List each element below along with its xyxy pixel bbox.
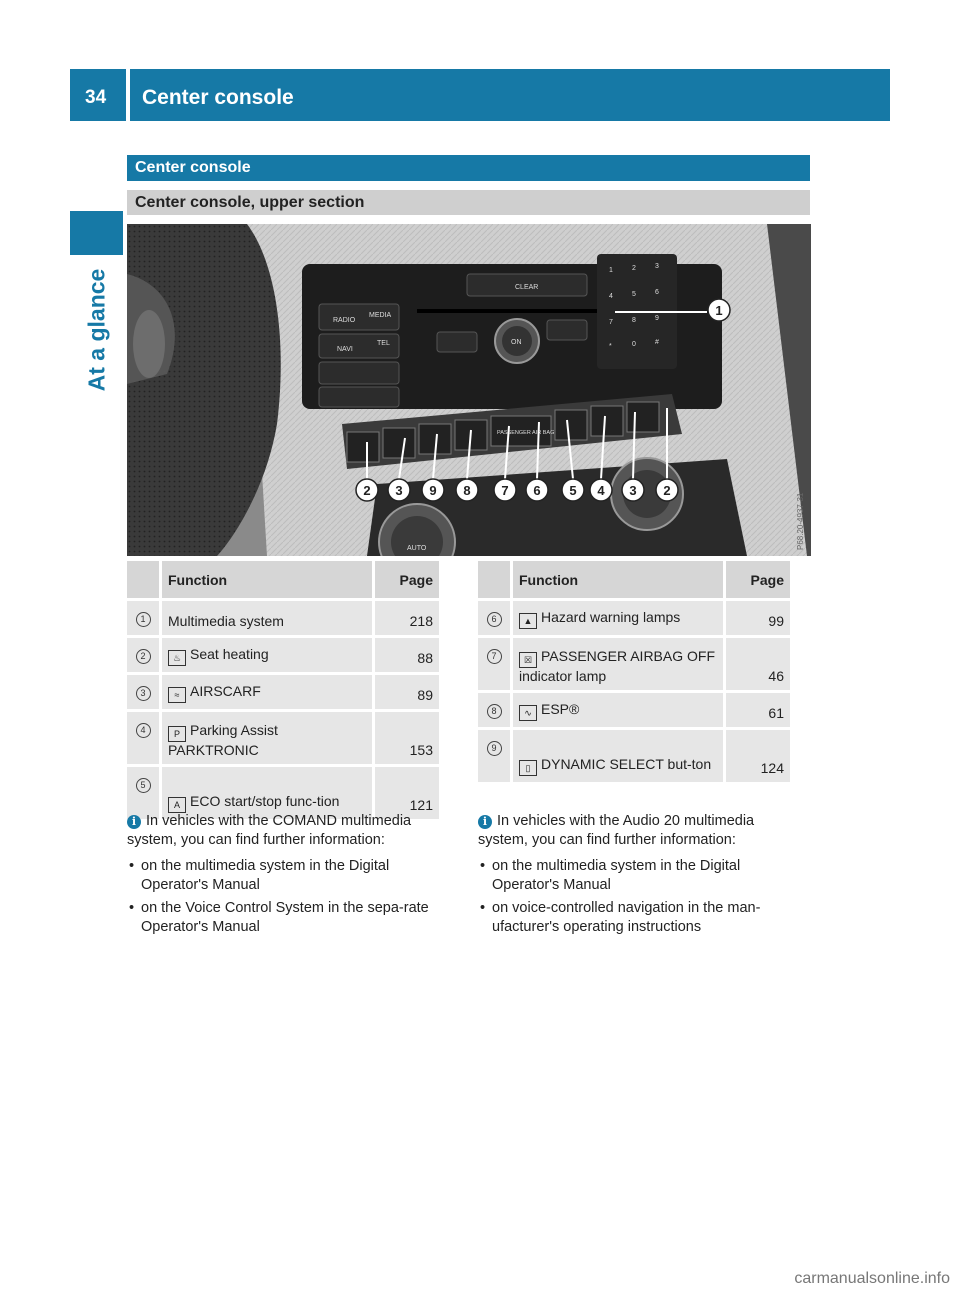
- row-function: AIRSCARF: [190, 683, 261, 699]
- info-lead: In vehicles with the COMAND multimedia system, you can find further information:: [127, 813, 412, 848]
- eco-start-stop-icon: A: [168, 797, 186, 813]
- keypad-key: 2: [632, 265, 636, 272]
- section-title: Center console: [127, 155, 810, 181]
- parktronic-icon: P: [168, 726, 186, 742]
- keypad-key: 3: [655, 263, 659, 270]
- table-header-row: [478, 561, 790, 600]
- row-page: 46: [725, 637, 791, 692]
- table-row: [127, 674, 439, 711]
- row-page: 99: [725, 600, 791, 637]
- info-bullet-list: [127, 857, 442, 937]
- row-function: PASSENGER AIRBAG OFF indicator lamp: [519, 648, 716, 684]
- tel-button-label: TEL: [377, 340, 390, 347]
- table-header-row: [127, 561, 439, 600]
- info-lead: In vehicles with the Audio 20 multimedia system, you can find further information:: [478, 813, 755, 848]
- row-number: 5: [136, 778, 151, 793]
- row-function: ESP®: [541, 701, 580, 717]
- row-page: 124: [725, 729, 791, 784]
- header-number-cell: [478, 561, 512, 600]
- hazard-warning-icon: ▲: [519, 613, 537, 629]
- row-number: 8: [487, 704, 502, 719]
- row-page: 61: [725, 692, 791, 729]
- callout-label: 2: [663, 483, 671, 498]
- row-function: Parking Assist PARKTRONIC: [168, 722, 278, 758]
- list-item: • on the Voice Control System in the sepa-rate Operator's Manual: [127, 899, 442, 937]
- subsection-title: Center console, upper section: [127, 190, 810, 215]
- keypad-key: 8: [632, 317, 636, 324]
- dynamic-select-icon: ▯: [519, 760, 537, 776]
- row-number: 1: [136, 612, 151, 627]
- header-function: Function: [512, 561, 725, 600]
- row-number: 7: [487, 649, 502, 664]
- on-knob-label: ON: [511, 339, 522, 346]
- keypad-key: 4: [609, 293, 613, 300]
- page-number: 34: [85, 87, 107, 108]
- list-item: • on the multimedia system in the Digital Operator's Manual: [478, 857, 793, 895]
- callout-label: 6: [533, 483, 541, 498]
- keypad-key: 9: [655, 315, 659, 322]
- info-icon: i: [478, 815, 492, 829]
- chapter-side-label: At a glance: [83, 268, 110, 392]
- clear-button-label: CLEAR: [515, 284, 539, 291]
- table-row: [478, 692, 790, 729]
- info-icon: i: [127, 815, 141, 829]
- esp-icon: ∿: [519, 705, 537, 721]
- row-number: 2: [136, 649, 151, 664]
- function-table-right: [478, 561, 790, 785]
- info-note-audio20: [478, 812, 793, 941]
- keypad-key: 7: [609, 319, 613, 326]
- keypad-key: 1: [609, 267, 613, 274]
- row-page: 218: [374, 600, 440, 637]
- callout-label: 3: [629, 483, 637, 498]
- row-function: DYNAMIC SELECT but-ton: [541, 756, 712, 772]
- row-number: 9: [487, 741, 502, 756]
- callout-label: 1: [715, 303, 723, 318]
- table-row: [478, 600, 790, 637]
- table-row: [478, 729, 790, 784]
- info-note-comand: [127, 812, 442, 941]
- header-page: Page: [725, 561, 791, 600]
- row-function: Hazard warning lamps: [541, 609, 681, 625]
- row-function: ECO start/stop func-tion: [190, 793, 340, 809]
- table-row: [127, 600, 439, 637]
- callout-label: 5: [569, 483, 577, 498]
- seat-heating-icon: ♨: [168, 650, 186, 666]
- radio-button-label: RADIO: [333, 317, 356, 324]
- function-table-left: [127, 561, 439, 822]
- row-function: Seat heating: [190, 646, 269, 662]
- center-console-photo: [127, 224, 811, 556]
- row-page: 153: [374, 711, 440, 766]
- list-item: • on the multimedia system in the Digital Operator's Manual: [127, 857, 442, 895]
- row-function: Multimedia system: [168, 613, 284, 629]
- keypad-key: 6: [655, 289, 659, 296]
- image-code: P68.20-4937-31: [796, 492, 805, 550]
- auto-label: AUTO: [407, 545, 427, 552]
- info-bullet-list: [478, 857, 793, 937]
- row-number: 6: [487, 612, 502, 627]
- keypad-key: #: [655, 339, 659, 346]
- keypad-key: 5: [632, 291, 636, 298]
- table-row: [478, 637, 790, 692]
- navi-button-label: NAVI: [337, 346, 353, 353]
- passenger-airbag-label: PASSENGER AIR BAG: [497, 430, 555, 436]
- callout-label: 9: [429, 483, 437, 498]
- row-number: 4: [136, 723, 151, 738]
- list-item: • on voice-controlled navigation in the man-ufacturer's operating instructions: [478, 899, 793, 937]
- header-number-cell: [127, 561, 161, 600]
- callout-label: 2: [363, 483, 371, 498]
- header-divider: [126, 69, 130, 121]
- chapter-tab: [70, 211, 123, 255]
- watermark[interactable]: carmanualsonline.info: [794, 1270, 950, 1287]
- passenger-airbag-off-icon: ☒: [519, 652, 537, 668]
- row-page: 88: [374, 637, 440, 674]
- row-page: 89: [374, 674, 440, 711]
- keypad-key: 0: [632, 341, 636, 348]
- page-header-title: Center console: [142, 86, 294, 109]
- airscarf-icon: ≈: [168, 687, 186, 703]
- page-header-bar: [70, 69, 890, 121]
- callout-label: 4: [597, 483, 605, 498]
- row-number: 3: [136, 686, 151, 701]
- header-function: Function: [161, 561, 374, 600]
- callout-label: 3: [395, 483, 403, 498]
- table-row: [127, 711, 439, 766]
- callout-label: 7: [501, 483, 509, 498]
- keypad-key: *: [609, 343, 612, 350]
- callout-label: 8: [463, 483, 471, 498]
- row-page: 121: [374, 766, 440, 821]
- media-button-label: MEDIA: [369, 312, 392, 319]
- header-page: Page: [374, 561, 440, 600]
- table-row: [127, 637, 439, 674]
